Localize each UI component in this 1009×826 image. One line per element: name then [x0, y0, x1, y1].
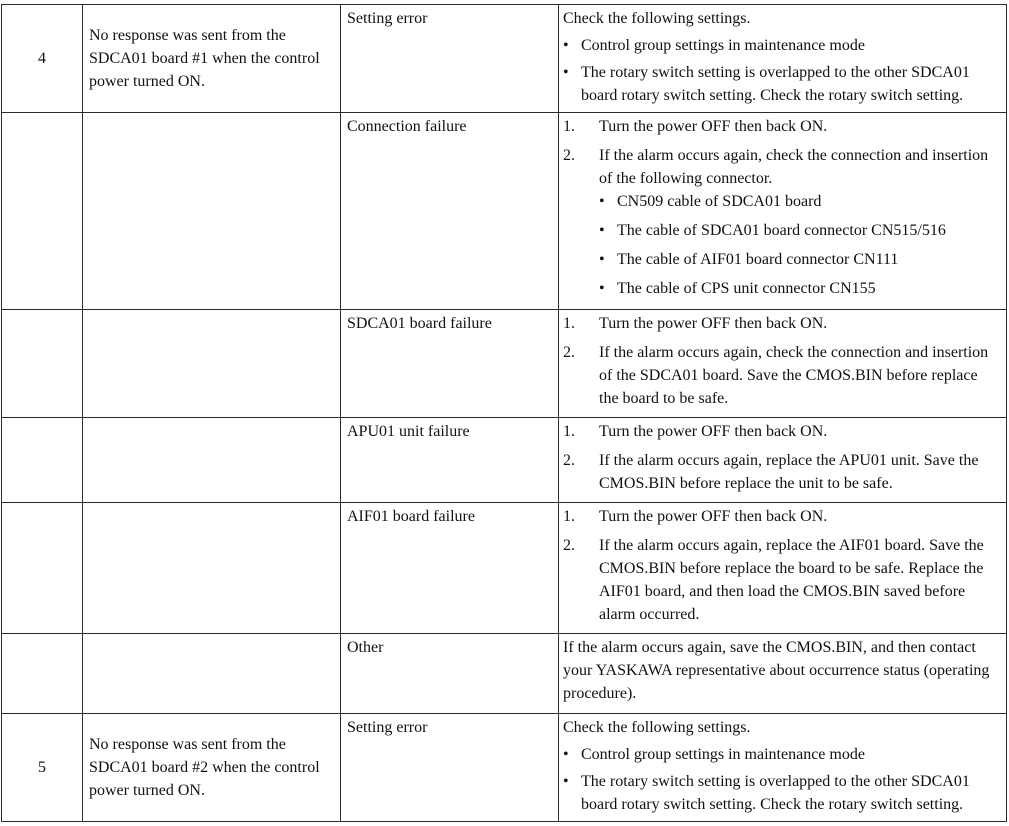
- remedy-cell: [559, 714, 1007, 822]
- step-item: [563, 420, 1000, 443]
- step-number: 2.: [563, 147, 575, 164]
- cause-label: AIF01 board failure: [347, 508, 475, 525]
- bullet-marker: •: [563, 773, 569, 790]
- cause-cell: [341, 418, 559, 503]
- remedy-intro: Check the following settings.: [563, 719, 751, 736]
- cause-label: Other: [347, 639, 384, 656]
- bullet-marker: •: [563, 37, 569, 54]
- bullet-text: Control group settings in maintenance mode: [581, 746, 865, 763]
- alarm-description: No response was sent from the SDCA01 board #1 when the control power turned ON.: [83, 5, 341, 113]
- cause-cell: [341, 310, 559, 418]
- row-number: [2, 113, 83, 310]
- step-text: If the alarm occurs again, check the connection and insertion of the following connector.: [599, 147, 989, 187]
- bullet-marker: •: [599, 280, 605, 297]
- remedy-text: If the alarm occurs again, save the CMOS.BIN, and then contact your YASKAWA representative about occurrence status (operating procedure).: [563, 639, 990, 702]
- connector-list: [599, 190, 1000, 300]
- cause-label: Setting error: [347, 719, 428, 736]
- cause-cell: [341, 113, 559, 310]
- cause-cell: [341, 634, 559, 714]
- connector-item: [599, 248, 1000, 271]
- alarm-description: [83, 113, 341, 310]
- cause-label: Connection failure: [347, 118, 467, 135]
- step-number: 1.: [563, 423, 575, 440]
- step-text: Turn the power OFF then back ON.: [599, 508, 828, 525]
- bullet-text: Control group settings in maintenance mode: [581, 37, 865, 54]
- step-item: [563, 312, 1000, 335]
- step-number: 2.: [563, 537, 575, 554]
- remedy-cell: [559, 5, 1007, 113]
- table-row: [2, 310, 1007, 418]
- row-number: [2, 418, 83, 503]
- bullet-marker: •: [563, 64, 569, 81]
- row-number: [2, 634, 83, 714]
- step-number: 2.: [563, 344, 575, 361]
- cause-label: APU01 unit failure: [347, 423, 470, 440]
- remedy-intro: Check the following settings.: [563, 10, 751, 27]
- step-text: If the alarm occurs again, replace the AIF01 board. Save the CMOS.BIN before replace the board to be safe. Replace the AIF01 board, and then load the CMOS.BIN saved before alarm occurred.: [599, 537, 984, 623]
- alarm-description: [83, 503, 341, 634]
- bullet-marker: •: [563, 746, 569, 763]
- step-item: [563, 144, 1000, 190]
- alarm-description: [83, 310, 341, 418]
- connector-text: CN509 cable of SDCA01 board: [617, 193, 822, 210]
- bullet-item: [563, 34, 1000, 57]
- row-number: 4: [2, 5, 83, 113]
- remedy-cell: [559, 634, 1007, 714]
- bullet-item: [563, 61, 1000, 107]
- connector-text: The cable of AIF01 board connector CN111: [617, 251, 899, 268]
- connector-item: [599, 190, 1000, 213]
- remedy-cell: [559, 310, 1007, 418]
- alarm-description: No response was sent from the SDCA01 board #2 when the control power turned ON.: [83, 714, 341, 822]
- bullet-marker: •: [599, 251, 605, 268]
- bullet-marker: •: [599, 193, 605, 210]
- cause-cell: [341, 714, 559, 822]
- bullet-text: The rotary switch setting is overlapped to the other SDCA01 board rotary switch setting. Check the rotary switch setting.: [581, 64, 970, 104]
- cause-cell: [341, 503, 559, 634]
- table-row: [2, 503, 1007, 634]
- row-number: [2, 310, 83, 418]
- cause-cell: [341, 5, 559, 113]
- table-row: [2, 714, 1007, 822]
- table-row: [2, 113, 1007, 310]
- remedy-cell: [559, 113, 1007, 310]
- bullet-text: The rotary switch setting is overlapped to the other SDCA01 board rotary switch setting. Check the rotary switch setting.: [581, 773, 970, 813]
- connector-item: [599, 219, 1000, 242]
- alarm-remedy-table: [1, 4, 1007, 822]
- step-text: Turn the power OFF then back ON.: [599, 315, 828, 332]
- table-row: [2, 634, 1007, 714]
- step-text: If the alarm occurs again, replace the APU01 unit. Save the CMOS.BIN before replace the unit to be safe.: [599, 452, 979, 492]
- bullet-item: [563, 743, 1000, 766]
- step-number: 1.: [563, 315, 575, 332]
- row-number: [2, 503, 83, 634]
- step-item: [563, 115, 1000, 138]
- connector-text: The cable of SDCA01 board connector CN515/516: [617, 222, 946, 239]
- bullet-item: [563, 770, 1000, 816]
- bullet-marker: •: [599, 222, 605, 239]
- step-item: [563, 341, 1000, 410]
- remedy-cell: [559, 503, 1007, 634]
- alarm-description: [83, 634, 341, 714]
- remedy-cell: [559, 418, 1007, 503]
- step-text: Turn the power OFF then back ON.: [599, 423, 828, 440]
- table-row: [2, 418, 1007, 503]
- step-text: Turn the power OFF then back ON.: [599, 118, 828, 135]
- connector-item: [599, 277, 1000, 300]
- connector-text: The cable of CPS unit connector CN155: [617, 280, 876, 297]
- step-item: [563, 505, 1000, 528]
- step-item: [563, 534, 1000, 626]
- step-number: 1.: [563, 508, 575, 525]
- table-row: [2, 5, 1007, 113]
- row-number: 5: [2, 714, 83, 822]
- step-item: [563, 449, 1000, 495]
- cause-label: Setting error: [347, 10, 428, 27]
- alarm-description: [83, 418, 341, 503]
- step-number: 1.: [563, 118, 575, 135]
- cause-label: SDCA01 board failure: [347, 315, 492, 332]
- step-number: 2.: [563, 452, 575, 469]
- step-text: If the alarm occurs again, check the connection and insertion of the SDCA01 board. Save the CMOS.BIN before replace the board to be safe.: [599, 344, 989, 407]
